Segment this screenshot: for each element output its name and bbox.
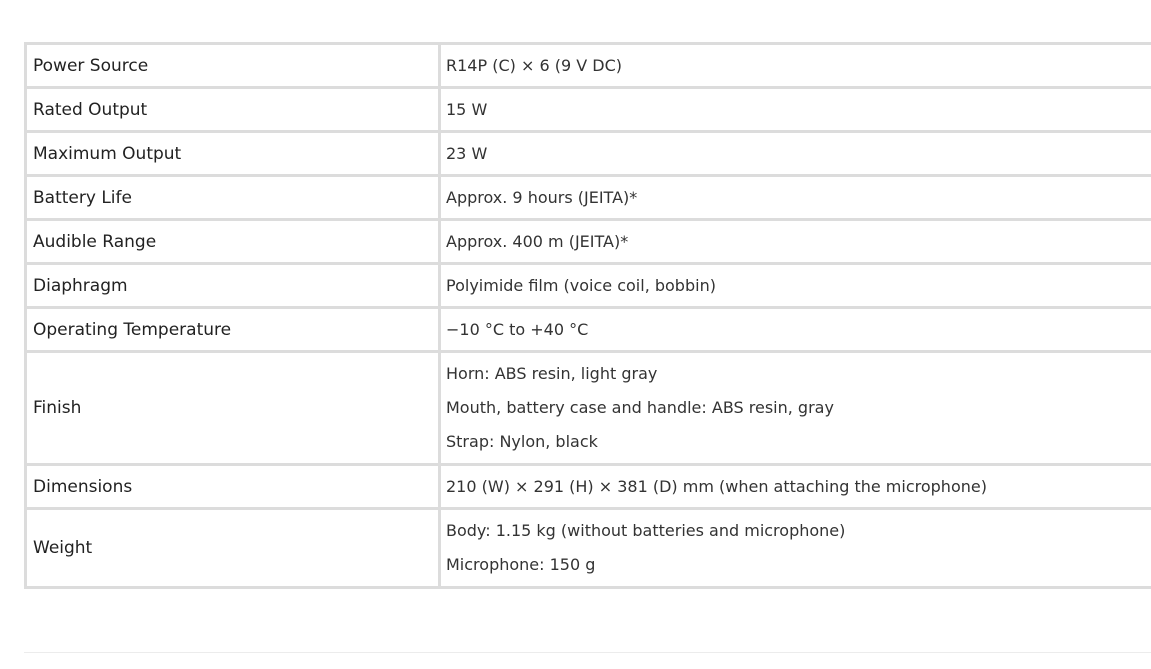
spec-value: Body: 1.15 kg (without batteries and microphone): [446, 521, 846, 540]
spec-label: Diaphragm: [26, 264, 440, 308]
spec-row-maximum-output: [26, 132, 1151, 176]
bottom-divider: [24, 652, 1151, 653]
spec-label: Finish: [26, 352, 440, 465]
spec-row-diaphragm: [26, 264, 1151, 308]
spec-value: Horn: ABS resin, light gray: [446, 364, 658, 383]
spec-label: Audible Range: [26, 220, 440, 264]
spec-row-audible-range: [26, 220, 1151, 264]
spec-value-cell: [440, 132, 1151, 176]
spec-value: Microphone: 150 g: [446, 555, 596, 574]
spec-value: Strap: Nylon, black: [446, 432, 598, 451]
spec-label: Battery Life: [26, 176, 440, 220]
spec-row-rated-output: [26, 88, 1151, 132]
spec-label: Operating Temperature: [26, 308, 440, 352]
spec-value-cell: [440, 308, 1151, 352]
spec-value: Mouth, battery case and handle: ABS resin, gray: [446, 398, 834, 417]
spec-value: 23 W: [446, 143, 488, 163]
spec-row-dimensions: [26, 465, 1151, 509]
specifications-table-body: [26, 44, 1151, 588]
spec-label: Maximum Output: [26, 132, 440, 176]
spec-row-weight: [26, 509, 1151, 588]
spec-value-cell: [440, 465, 1151, 509]
spec-value: Approx. 9 hours (JEITA)*: [446, 187, 638, 207]
spec-value: 210 (W) × 291 (H) × 381 (D) mm (when attaching the microphone): [446, 476, 987, 496]
spec-value-cell: [440, 176, 1151, 220]
spec-value: Approx. 400 m (JEITA)*: [446, 231, 629, 251]
spec-row-finish: [26, 352, 1151, 465]
spec-label: Power Source: [26, 44, 440, 88]
spec-row-battery-life: [26, 176, 1151, 220]
spec-value: 15 W: [446, 99, 488, 119]
spec-value-cell: [440, 509, 1151, 588]
spec-value: −10 °C to +40 °C: [446, 319, 589, 339]
spec-value-cell: [440, 352, 1151, 465]
spec-row-power-source: [26, 44, 1151, 88]
spec-value-cell: [440, 220, 1151, 264]
spec-value-cell: [440, 264, 1151, 308]
spec-value-cell: [440, 44, 1151, 88]
spec-label: Weight: [26, 509, 440, 588]
specifications-table: [24, 42, 1151, 589]
spec-label: Rated Output: [26, 88, 440, 132]
spec-label: Dimensions: [26, 465, 440, 509]
spec-row-operating-temperature: [26, 308, 1151, 352]
spec-value: Polyimide film (voice coil, bobbin): [446, 275, 716, 295]
spec-value: R14P (C) × 6 (9 V DC): [446, 55, 622, 75]
spec-value-cell: [440, 88, 1151, 132]
